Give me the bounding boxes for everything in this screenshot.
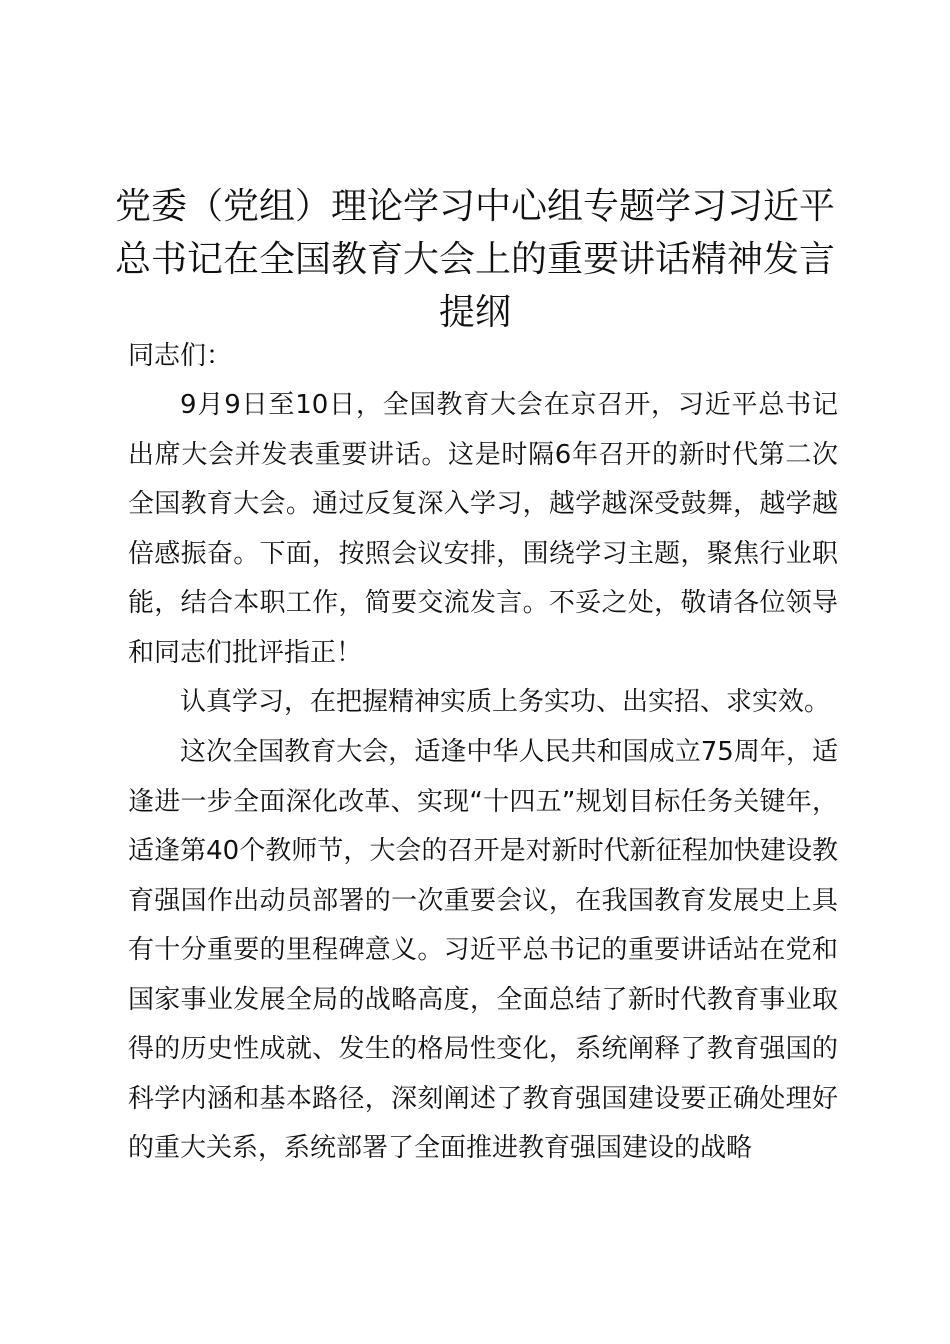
paragraph-body: 这次全国教育大会，适逢中华人民共和国成立75周年，适逢进一步全面深化改革、实现“十四五”规划目标任务关键年，适逢第40个教师节，大会的召开是对新时代新征程加快建设教育强国作出动员部署的一次重要会议，在我国教育发展史上具有十分重要的里程碑意义。习近平总书记的重要讲话站在党和国家事业发展全局的战略高度，全面总结了新时代教育事业取得的历史性成就、发生的格局性变化，系统阐释了教育强国的科学内涵和基本路径，深刻阐述了教育强国建设要正确处理好的重大关系，系统部署了全面推进教育强国建设的战略 — [128, 737, 838, 1163]
paragraph-intro: 9月9日至10日，全国教育大会在京召开，习近平总书记出席大会并发表重要讲话。这是时隔6年召开的新时代第二次全国教育大会。通过反复深入学习，越学越深受鼓舞，越学越倍感振奋。下面，按照会议安排，围绕学习主题，聚焦行业职能，结合本职工作，简要交流发言。不妥之处，敬请各位领导和同志们批评指正！ — [128, 390, 838, 668]
greeting: 同志们： — [128, 341, 233, 371]
document-title: 党委（党组）理论学习中心组专题学习习近平总书记在全国教育大会上的重要讲话精神发言提纲 — [114, 186, 835, 333]
paragraph-heading: 认真学习，在把握精神实质上务实功、出实招、求实效。 — [180, 687, 831, 717]
